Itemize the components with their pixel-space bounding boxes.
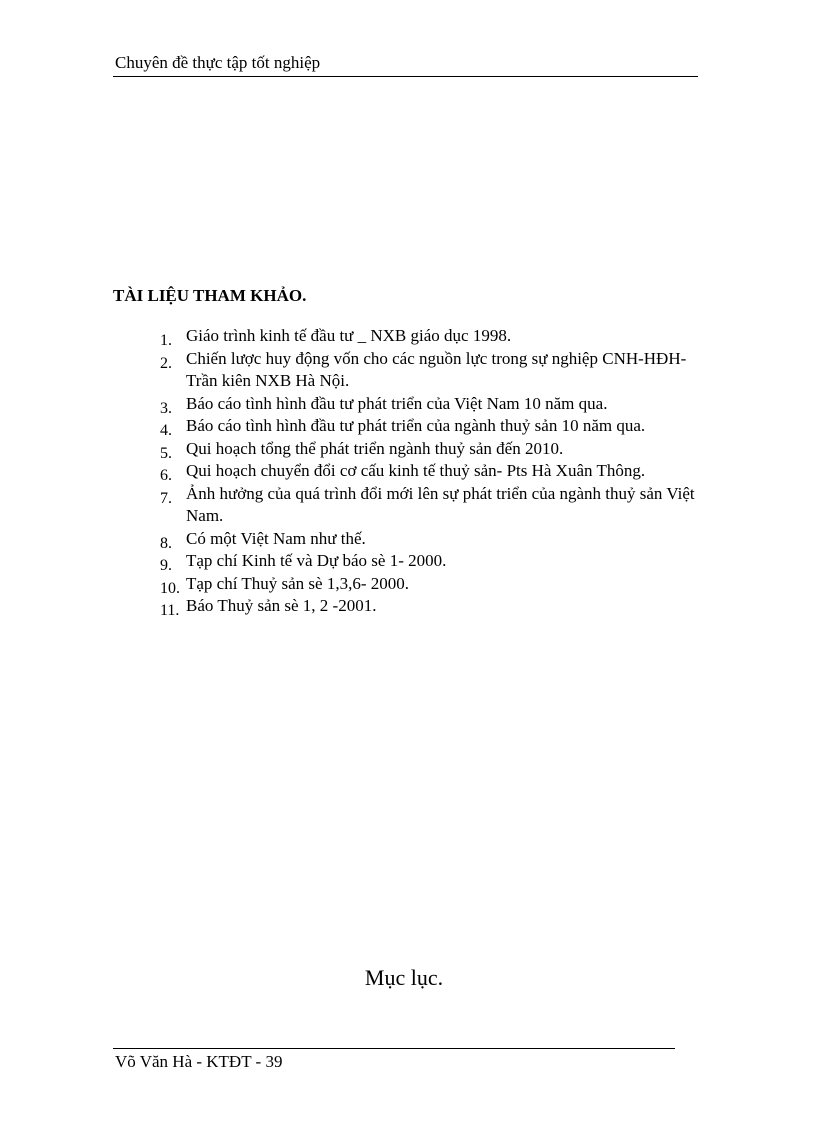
reference-number: 1.	[160, 332, 172, 349]
reference-item-1	[160, 325, 700, 348]
reference-number: 10.	[160, 579, 180, 597]
footer-text: Võ Văn Hà - KTĐT - 39	[115, 1052, 283, 1071]
reference-text: Tạp chí Thuỷ sản sè 1,3,6- 2000.	[186, 573, 410, 593]
reference-number: 11.	[160, 602, 180, 619]
page-header	[113, 52, 698, 77]
reference-number: 9.	[160, 557, 172, 574]
reference-text: Ảnh hưởng của quá trình đổi mới lên sự phát triển của ngành thuỷ sản Việt Nam.	[186, 483, 695, 525]
reference-item-11	[160, 595, 700, 618]
reference-item-5	[160, 438, 700, 461]
reference-text: Tạp chí Kinh tế và Dự báo sè 1- 2000.	[186, 551, 447, 570]
reference-number: 8.	[160, 534, 172, 552]
reference-item-6	[160, 460, 700, 483]
reference-number: 7.	[160, 489, 172, 507]
reference-text: Qui hoạch chuyển đổi cơ cấu kinh tế thuỷ sản- Pts Hà Xuân Thông.	[186, 461, 646, 480]
reference-text: Giáo trình kinh tế đầu tư _ NXB giáo dục 1998.	[186, 326, 512, 345]
reference-number: 4.	[160, 422, 172, 439]
reference-text: Báo cáo tình hình đầu tư phát triển của ngành thuỷ sản 10 năm qua.	[186, 416, 646, 435]
reference-item-9	[160, 550, 700, 573]
reference-item-2	[160, 348, 700, 393]
table-of-contents-title: Mục lục.	[364, 965, 444, 990]
references-title: TÀI LIỆU THAM KHẢO.	[113, 286, 307, 305]
reference-list	[160, 325, 700, 618]
reference-item-10	[160, 573, 700, 596]
reference-number: 3.	[160, 399, 172, 417]
reference-number: 2.	[160, 354, 172, 372]
reference-number: 6.	[160, 467, 172, 484]
header-text: Chuyên đề thực tập tốt nghiệp	[115, 53, 321, 72]
reference-item-4	[160, 415, 700, 438]
reference-item-7	[160, 483, 700, 528]
reference-number: 5.	[160, 444, 172, 462]
reference-text: Chiến lược huy động vốn cho các nguồn lực trong sự nghiệp CNH-HĐH- Trần kiên NXB Hà Nội.	[186, 348, 687, 390]
reference-text: Có một Việt Nam như thế.	[186, 528, 366, 548]
reference-text: Qui hoạch tổng thể phát triển ngành thuỷ sản đến 2010.	[186, 438, 564, 458]
reference-item-3	[160, 393, 700, 416]
page-footer	[113, 1048, 675, 1071]
reference-text: Báo Thuỷ sản sè 1, 2 -2001.	[186, 596, 377, 615]
reference-item-8	[160, 528, 700, 551]
reference-text: Báo cáo tình hình đầu tư phát triển của Việt Nam 10 năm qua.	[186, 393, 608, 413]
